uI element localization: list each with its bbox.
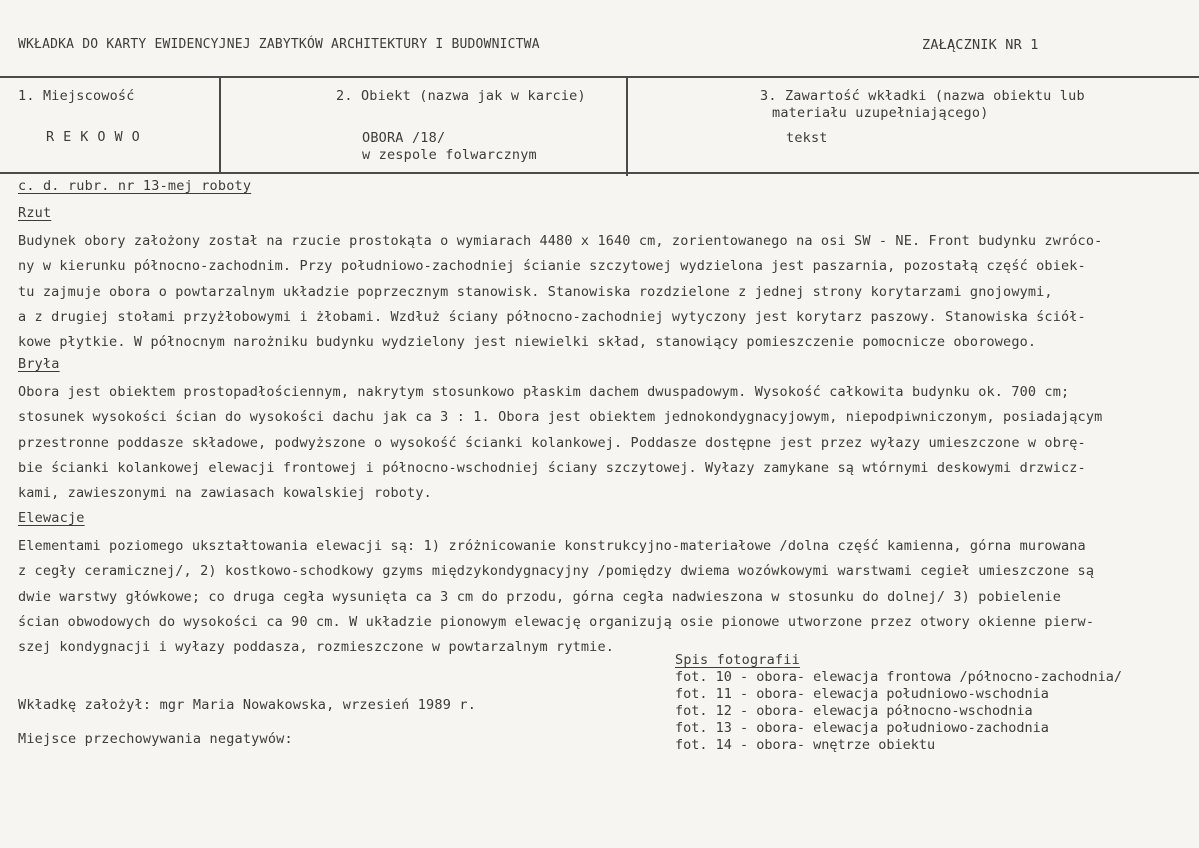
photo-list-item: fot. 14 - obora- wnętrze obiektu xyxy=(675,737,936,753)
text-line: tu zajmuje obora o powtarzalnym układzie poprzecznym stanowisk. Stanowiska rozdzielone z jednej strony korytarzami gnojowymi, xyxy=(18,283,1053,300)
text-line: kami, zawieszonymi na zawiasach kowalskiej roboty. xyxy=(18,485,432,502)
negatives-location: Miejsce przechowywania negatywów: xyxy=(18,731,293,747)
content-value: tekst xyxy=(786,130,828,146)
text-line: Budynek obory założony został na rzucie prostokąta o wymiarach 4480 x 1640 cm, zorientowanego na osi SW - NE. Front budynku zwróco- xyxy=(18,233,1103,249)
continuation-note: c. d. rubr. nr 13-mej roboty xyxy=(18,178,252,194)
section-text-plan xyxy=(18,229,1188,355)
column-divider-2 xyxy=(626,76,628,176)
content-label-line-1: 3. Zawartość wkładki (nazwa obiektu lub xyxy=(760,88,1085,104)
text-line: kowe płytkie. W północnym narożniku budynku wydzielony jest niewielki skład, stanowiący pomieszczenie pomocnicze oborowego. xyxy=(18,334,1037,351)
card-title: WKŁADKA DO KARTY EWIDENCYJNEJ ZABYTKÓW ARCHITEKTURY I BUDOWNICTWA xyxy=(18,37,540,52)
section-text-massing xyxy=(18,380,1188,506)
column-divider-1 xyxy=(219,76,221,172)
text-line: ścian obwodowych do wysokości ca 90 cm. W układzie pionowym elewację organizują osie pionowe utworzone przez otwory okienne pierw- xyxy=(18,613,1095,630)
text-line: ny w kierunku północno-zachodnim. Przy południowo-zachodniej ścianie szczytowej wydzielona jest paszarnia, pozostałą część obiek- xyxy=(18,258,1086,275)
photo-list-item: fot. 12 - obora- elewacja północno-wschodnia xyxy=(675,703,1033,719)
section-heading-elevations: Elewacje xyxy=(18,510,85,526)
text-line: szej kondygnacji i wyłazy poddasza, rozmieszczone w powtarzalnym rytmie. xyxy=(18,639,614,656)
photo-list-item: fot. 11 - obora- elewacja południowo-wschodnia xyxy=(675,686,1049,702)
fields-divider xyxy=(0,172,1199,174)
text-line: a z drugiej stołami przyżłobowymi i żłobami. Wzdłuż ściany północno-zachodniej wytyczony jest korytarz paszowy. Stanowiska ściół- xyxy=(18,308,1086,325)
photo-list-item: fot. 10 - obora- elewacja frontowa /północno-zachodnia/ xyxy=(675,669,1123,685)
section-heading-massing: Bryła xyxy=(18,356,60,372)
section-text-elevations xyxy=(18,534,1188,660)
photo-list xyxy=(675,669,1122,754)
locality-label: 1. Miejscowość xyxy=(18,88,135,104)
object-label: 2. Obiekt (nazwa jak w karcie) xyxy=(336,88,586,104)
text-line: przestronne poddasze składowe, podwyższone o wysokość ścianki kolankowej. Poddasze dostępne jest przez wyłazy umieszczone w obrę- xyxy=(18,434,1086,451)
text-line: stosunek wysokości ścian do wysokości dachu jak ca 3 : 1. Obora jest obiektem jednokondygnacyjowym, niepodpiwniczonym, posiadającym xyxy=(18,409,1103,426)
photo-list-item: fot. 13 - obora- elewacja południowo-zachodnia xyxy=(675,720,1049,736)
object-value-context: w zespole folwarcznym xyxy=(362,147,537,163)
content-label-line-2: materiału uzupełniającego) xyxy=(772,105,989,121)
text-line: bie ścianki kolankowej elewacji frontowej i północno-wschodniej ściany szczytowej. Wyłazy zamykane są wtórnymi deskowymi drzwicz- xyxy=(18,459,1086,476)
section-heading-plan: Rzut xyxy=(18,205,52,221)
annex-label: ZAŁĄCZNIK NR 1 xyxy=(922,37,1039,53)
text-line: Obora jest obiektem prostopadłościennym, nakrytym stosunkowo płaskim dachem dwuspadowym. Wysokość całkowita budynku ok. 700 cm; xyxy=(18,384,1070,400)
text-line: z cegły ceramicznej/, 2) kostkowo-schodkowy gzyms międzykondygnacyjny /pomiędzy dwiema wozówkowymi warstwami cegieł umieszczone są xyxy=(18,563,1095,580)
object-value-name: OBORA /18/ xyxy=(362,130,446,146)
locality-value: REKOWO xyxy=(46,129,149,145)
photo-list-heading: Spis fotografii xyxy=(675,652,800,668)
author-note: Wkładkę założył: mgr Maria Nowakowska, wrzesień 1989 r. xyxy=(18,697,477,713)
header-divider xyxy=(0,76,1199,78)
text-line: dwie warstwy główkowe; co druga cegła wysunięta ca 3 cm do przodu, górna cegła nadwieszona w stosunku do dolnej/ 3) pobielenie xyxy=(18,588,1061,605)
text-line: Elementami poziomego ukształtowania elewacji są: 1) zróżnicowanie konstrukcyjno-materiałowe /dolna część kamienna, górna murowana xyxy=(18,538,1086,554)
